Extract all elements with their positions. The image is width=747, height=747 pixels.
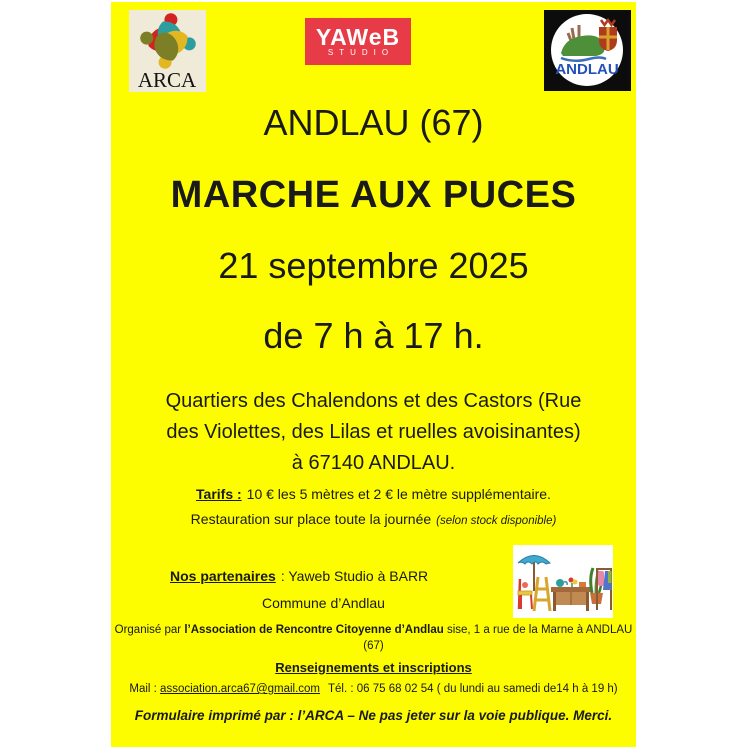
- partners-label: Nos partenaires: [170, 568, 276, 584]
- restauration-text: Restauration sur place toute la journée: [190, 511, 432, 527]
- andlau-logo: [544, 10, 631, 91]
- organizer-prefix: Organisé par: [114, 624, 182, 636]
- phone-info: Tél. : 06 75 68 02 54 ( du lundi au samedi de14 h à 19 h): [328, 683, 618, 695]
- footer-notice: Formulaire imprimé par : l’ARCA – Ne pas jeter sur la voie publique. Merci.: [134, 708, 613, 723]
- tarifs-text: 10 € les 5 mètres et 2 € le mètre supplémentaire.: [246, 486, 551, 502]
- arca-logo: [129, 10, 206, 92]
- arca-people-circle-icon: [129, 10, 206, 92]
- organizer-suffix: sise, 1 a rue de la Marne à ANDLAU: [446, 624, 633, 636]
- flea-market-stall-icon: [513, 545, 613, 618]
- organizer-block: [111, 622, 636, 654]
- restauration-line: [111, 511, 636, 527]
- poster-background: [111, 2, 636, 747]
- location-line-2: des Violettes, des Lilas et ruelles avoisinantes): [166, 421, 581, 443]
- location-block: [111, 386, 636, 479]
- restauration-note: (selon stock disponible): [436, 515, 557, 527]
- location-line-1: Quartiers des Chalendons et des Castors (Rue: [165, 390, 582, 412]
- organizer-name: l’Association de Rencontre Citoyenne d’Andlau: [184, 624, 444, 636]
- email-address: association.arca67@gmail.com: [160, 683, 321, 695]
- organizer-line: [111, 622, 636, 638]
- tarifs-line: [111, 486, 636, 502]
- andlau-logo-text: ANDLAU: [555, 61, 619, 78]
- title-city: ANDLAU (67): [263, 102, 484, 143]
- andlau-crest-icon: [544, 10, 631, 91]
- flea-market-clipart: [513, 545, 613, 618]
- organizer-dept: (67): [363, 640, 384, 652]
- contact-line: [111, 683, 636, 695]
- title-date: 21 septembre 2025: [218, 245, 529, 286]
- tarifs-label: Tarifs :: [196, 486, 242, 502]
- partners-commune: Commune d’Andlau: [262, 595, 385, 611]
- yaweb-logo-title: YAWeB: [315, 23, 401, 50]
- yaweb-logo: [305, 18, 411, 65]
- title-hours: de 7 h à 17 h.: [263, 315, 484, 356]
- partners-value: : Yaweb Studio à BARR: [280, 568, 429, 584]
- arca-logo-text: ARCA: [137, 68, 197, 92]
- inscriptions-title: Renseignements et inscriptions: [275, 660, 472, 675]
- yaweb-logo-subtitle: STUDIO: [327, 47, 395, 57]
- title-event: MARCHE AUX PUCES: [170, 174, 577, 216]
- mail-label: Mail :: [129, 683, 157, 695]
- partners-line: [170, 568, 428, 584]
- location-line-3: à 67140 ANDLAU.: [291, 452, 456, 474]
